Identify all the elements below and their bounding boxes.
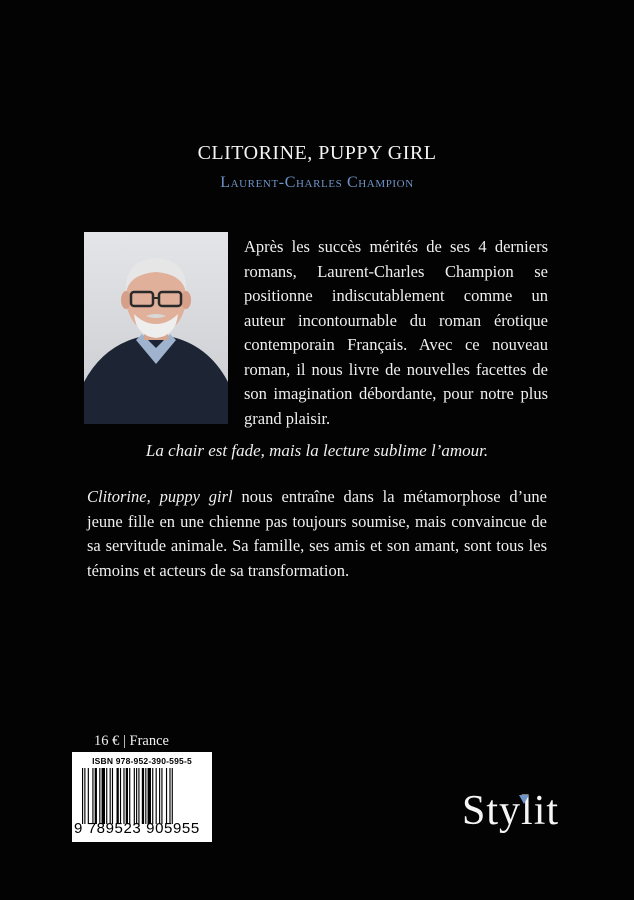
barcode-bar bbox=[142, 768, 144, 824]
barcode-bar bbox=[156, 768, 157, 824]
barcode bbox=[72, 752, 212, 842]
synopsis-text: nous entraîne dans la métamorphose d’une jeune fille en une chienne pas toujours soumise, mais convaincue de sa servitude animale. Sa famille, ses amis et son amant, sont tous les témoins et acteurs de sa transformation. bbox=[87, 487, 548, 580]
barcode-bar bbox=[145, 768, 146, 824]
synopsis-paragraph bbox=[87, 485, 547, 583]
barcode-bar bbox=[123, 768, 124, 824]
barcode-bar bbox=[138, 768, 139, 824]
tagline-quote: La chair est fade, mais la lecture sublime l’amour. bbox=[145, 441, 489, 460]
barcode-bar bbox=[110, 768, 111, 824]
author-photo bbox=[84, 232, 228, 424]
barcode-bar bbox=[82, 768, 83, 824]
barcode-bar bbox=[92, 768, 93, 824]
barcode-bar bbox=[169, 768, 170, 824]
synopsis-book-title: Clitorine, puppy girl bbox=[87, 487, 233, 506]
barcode-bar bbox=[95, 768, 97, 824]
barcode-bar bbox=[148, 768, 151, 824]
barcode-bar bbox=[84, 768, 85, 824]
publisher-logo: Stylit bbox=[462, 788, 560, 834]
barcode-bar bbox=[166, 768, 167, 824]
barcode-bar bbox=[152, 768, 153, 824]
author-name: Laurent-Charles Champion bbox=[220, 174, 414, 191]
barcode-bar bbox=[88, 768, 89, 824]
barcode-bar bbox=[102, 768, 105, 824]
isbn-label: ISBN 978-952-390-595-5 bbox=[92, 756, 192, 766]
logo-accent-icon bbox=[519, 795, 529, 804]
barcode-bar bbox=[99, 768, 100, 824]
barcode-bar bbox=[126, 768, 128, 824]
barcode-bar bbox=[136, 768, 137, 824]
barcode-bar bbox=[120, 768, 121, 824]
barcode-bar bbox=[159, 768, 160, 824]
barcode-bar bbox=[112, 768, 113, 824]
barcode-bar bbox=[129, 768, 130, 824]
barcode-bars bbox=[82, 768, 208, 824]
price-label: 16 € | France bbox=[94, 733, 169, 749]
ean-number: 9 789523 905955 bbox=[74, 820, 200, 837]
barcode-bar bbox=[106, 768, 107, 824]
barcode-bar bbox=[172, 768, 173, 824]
barcode-bar bbox=[161, 768, 162, 824]
barcode-bar bbox=[117, 768, 119, 824]
book-title: CLITORINE, PUPPY GIRL bbox=[197, 142, 437, 164]
author-blurb: Après les succès mérités de ses 4 derniers romans, Laurent-Charles Champion se positionne indiscutablement comme un auteur incontournable du roman érotique contemporain Français. Avec ce nouveau roman, il nous livre de nouvelles facettes de son imagination débordante, pour notre plus grand plaisir. bbox=[244, 237, 548, 428]
barcode-bar bbox=[134, 768, 135, 824]
